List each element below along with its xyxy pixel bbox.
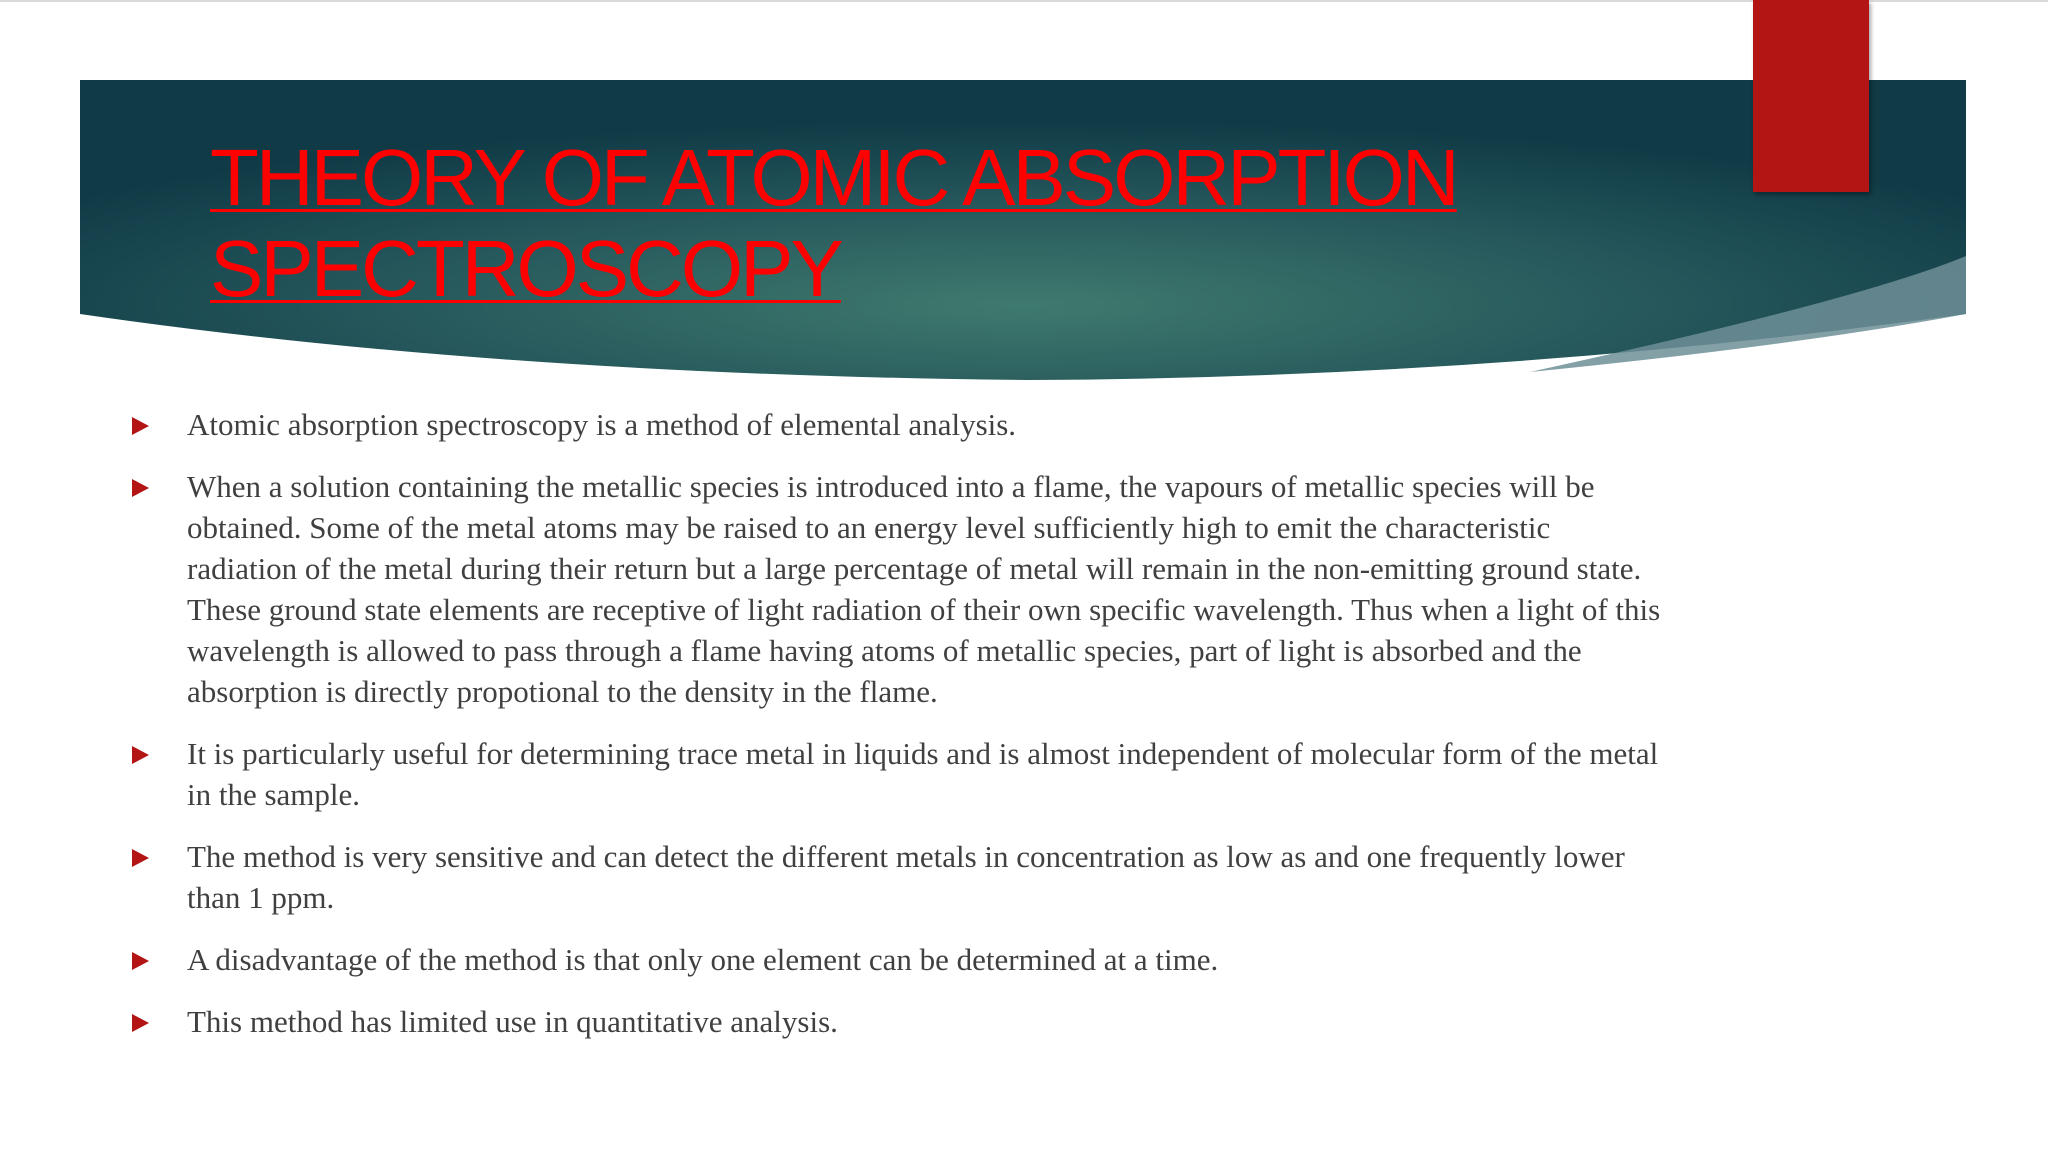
triangle-right-icon xyxy=(132,952,149,970)
accent-tab xyxy=(1753,0,1869,192)
bullet-item xyxy=(128,733,1668,815)
bullet-text: Atomic absorption spectroscopy is a method of elemental analysis. xyxy=(187,407,1017,442)
triangle-right-icon xyxy=(132,849,149,867)
triangle-right-icon xyxy=(132,479,149,497)
bullet-item xyxy=(128,404,1668,445)
triangle-right-icon xyxy=(132,746,149,764)
triangle-right-icon xyxy=(132,417,149,435)
bullet-item xyxy=(128,1001,1668,1042)
triangle-right-icon xyxy=(132,1014,149,1032)
slide-title-line-2: SPECTROSCOPY xyxy=(210,224,841,313)
bullet-item xyxy=(128,939,1668,980)
bullet-text: When a solution containing the metallic species is introduced into a flame, the vapours of metallic species will be obtained. Some of the metal atoms may be raised to an energy level sufficiently high to emit the characteristic radiation of the metal during their return but a large percentage of metal will remain in the non-emitting ground state. These ground state elements are receptive of light radiation of their own specific wavelength. Thus when a light of this wavelength is allowed to pass through a flame having atoms of metallic species, part of light is absorbed and the absorption is directly propotional to the density in the flame. xyxy=(187,469,1661,709)
slide-title xyxy=(210,132,1710,314)
bullet-text: This method has limited use in quantitative analysis. xyxy=(187,1004,838,1039)
bullet-list xyxy=(128,404,1668,1063)
bullet-text: It is particularly useful for determining trace metal in liquids and is almost independent of molecular form of the metal in the sample. xyxy=(187,736,1659,812)
slide-title-line-1: THEORY OF ATOMIC ABSORPTION xyxy=(210,133,1457,222)
bullet-item xyxy=(128,836,1668,918)
bullet-text: A disadvantage of the method is that only one element can be determined at a time. xyxy=(187,942,1219,977)
bullet-item xyxy=(128,466,1668,712)
bullet-text: The method is very sensitive and can detect the different metals in concentration as low as and one frequently lower than 1 ppm. xyxy=(187,839,1625,915)
